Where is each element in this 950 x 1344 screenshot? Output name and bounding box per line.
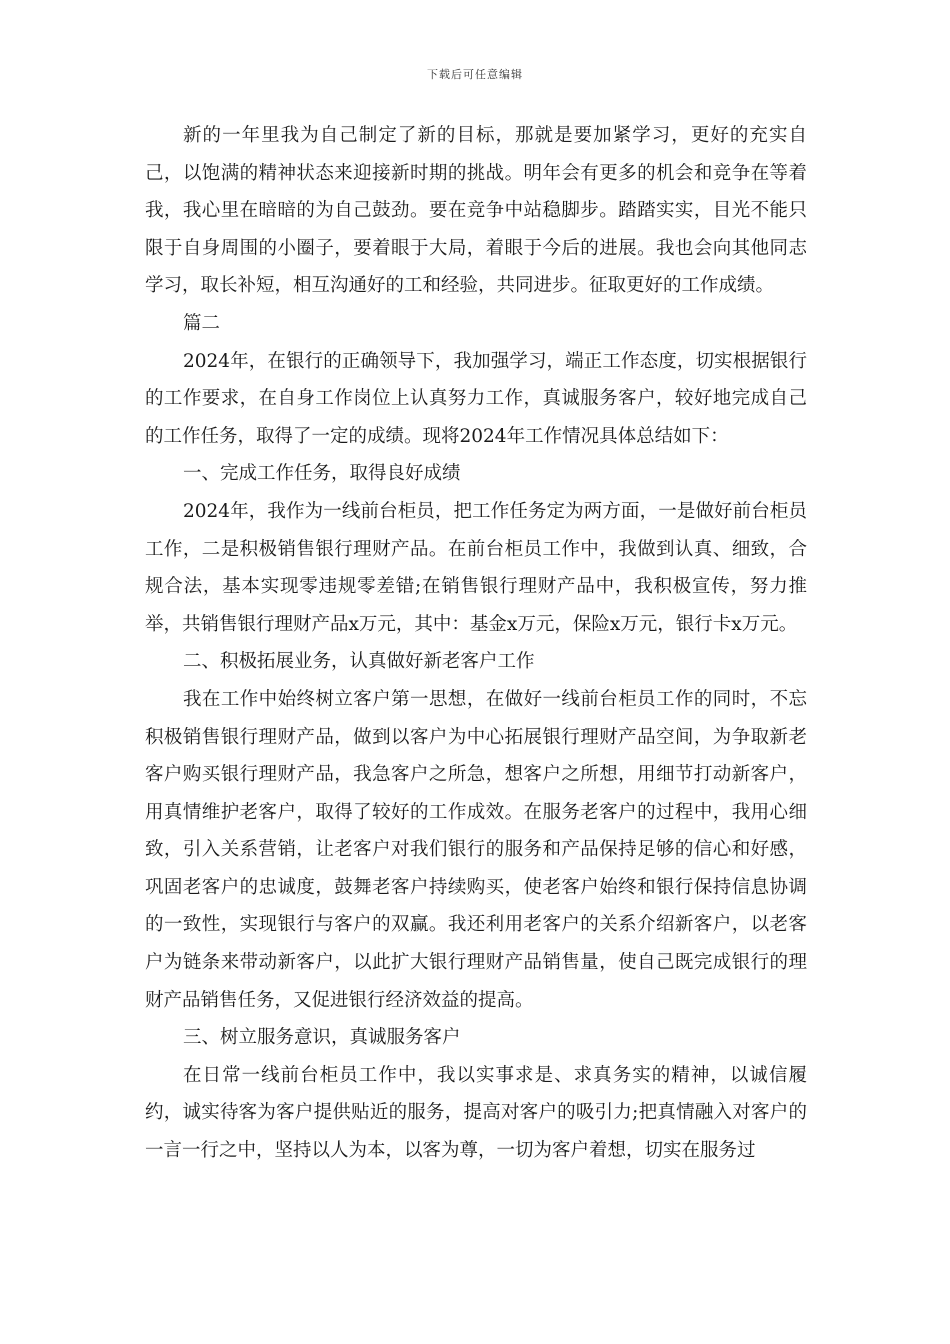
- heading-service-awareness: 三、树立服务意识，真诚服务客户: [183, 1027, 461, 1049]
- section-title-part-two: 篇二: [183, 312, 221, 334]
- paragraph-daily-service: 在日常一线前台柜员工作中，我以实事求是、求真务实的精神，以诚信履约，诚实待客为客户提供贴近的服务，提高对客户的吸引力;把真情融入对客户的一言一行之中，坚持以人为本，以客为尊，一切为客户着想，切实在服务过: [145, 1064, 807, 1162]
- paragraph-customer-first: 我在工作中始终树立客户第一思想，在做好一线前台柜员工作的同时，不忘积极销售银行理财产品，做到以客户为中心拓展银行理财产品空间，为争取新老客户购买银行理财产品，我急客户之所急，想客户之所想，用细节打动新客户，用真情维护老客户，取得了较好的工作成效。在服务老客户的过程中，我用心细致，引入关系营销，让老客户对我们银行的服务和产品保持足够的信心和好感，巩固老客户的忠诚度，鼓舞老客户持续购买，使老客户始终和银行保持信息协调的一致性，实现银行与客户的双赢。我还利用老客户的关系介绍新客户，以老客户为链条来带动新客户，以此扩大银行理财产品销售量，使自己既完成银行的理财产品销售任务，又促进银行经济效益的提高。: [145, 688, 807, 1011]
- page-header-note: 下载后可任意编辑: [427, 68, 523, 81]
- paragraph-2024-intro: 2024年，在银行的正确领导下，我加强学习，端正工作态度，切实根据银行的工作要求，在自身工作岗位上认真努力工作，真诚服务客户，较好地完成自己的工作任务，取得了一定的成绩。现将2024年工作情况具体总结如下：: [145, 350, 807, 447]
- heading-expand-business: 二、积极拓展业务，认真做好新老客户工作: [183, 651, 535, 673]
- paragraph-teller-work: 2024年，我作为一线前台柜员，把工作任务定为两方面，一是做好前台柜员工作，二是积极销售银行理财产品。在前台柜员工作中，我做到认真、细致，合规合法，基本实现零违规零差错;在销售银行理财产品中，我积极宣传，努力推举，共销售银行理财产品x万元，其中：基金x万元，保险x万元，银行卡x万元。: [145, 500, 807, 635]
- document-body: [145, 117, 807, 1170]
- paragraph-new-year-goals: 新的一年里我为自己制定了新的目标，那就是要加紧学习，更好的充实自己，以饱满的精神状态来迎接新时期的挑战。明年会有更多的机会和竞争在等着我，我心里在暗暗的为自己鼓劲。要在竞争中站稳脚步。踏踏实实，目光不能只限于自身周围的小圈子，要着眼于大局，着眼于今后的进展。我也会向其他同志学习，取长补短，相互沟通好的工和经验，共同进步。征取更好的工作成绩。: [145, 125, 807, 297]
- heading-complete-tasks: 一、完成工作任务，取得良好成绩: [183, 463, 461, 485]
